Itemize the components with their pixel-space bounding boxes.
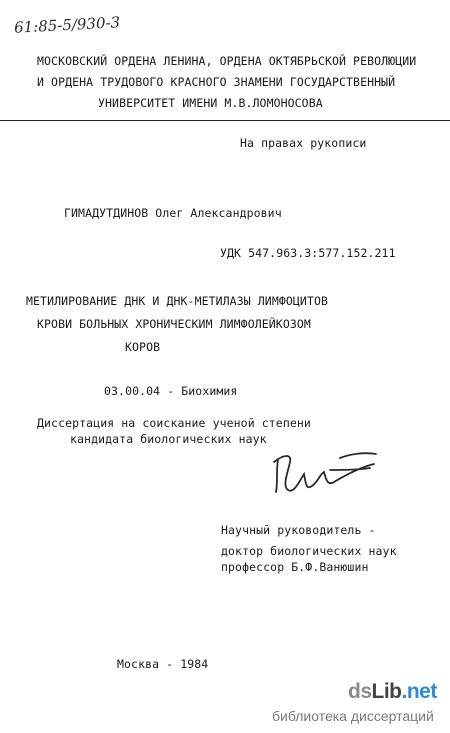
degree-line-2: кандидата биологических наук: [70, 432, 267, 446]
title-line-2: КРОВИ БОЛЬНЫХ ХРОНИЧЕСКИМ ЛИМФОЛЕЙКОЗОМ: [37, 317, 311, 331]
supervisor-line-3: профессор Б.Ф.Ванюшин: [221, 560, 369, 574]
manuscript-rights: На правах рукописи: [240, 136, 367, 150]
watermark-logo: [348, 680, 437, 704]
specialty: 03.00.04 - Биохимия: [104, 384, 238, 398]
header-line-1: МОСКОВСКИЙ ОРДЕНА ЛЕНИНА, ОРДЕНА ОКТЯБРЬСКОЙ РЕВОЛЮЦИИ: [37, 54, 417, 68]
degree-line-1: Диссертация на соискание ученой степени: [37, 416, 311, 430]
supervisor-line-2: доктор биологических наук: [221, 544, 397, 558]
watermark-brand-1: ds: [348, 680, 372, 703]
archive-mark: 61:85-5/930-3: [13, 13, 121, 37]
watermark-brand-2: Lib: [371, 680, 402, 703]
author-name: ГИМАДУТДИНОВ Олег Александрович: [64, 206, 282, 220]
title-line-1: МЕТИЛИРОВАНИЕ ДНК И ДНК-МЕТИЛАЗЫ ЛИМФОЦИТОВ: [26, 294, 329, 308]
supervisor-line-1: Научный руководитель -: [221, 523, 376, 537]
watermark-subtitle: библиотека диссертаций: [272, 708, 434, 724]
header-line-2: И ОРДЕНА ТРУДОВОГО КРАСНОГО ЗНАМЕНИ ГОСУДАРСТВЕННЫЙ: [37, 75, 396, 89]
header-line-3: УНИВЕРСИТЕТ ИМЕНИ М.В.ЛОМОНОСОВА: [98, 96, 323, 110]
udc-code: УДК 547.963.3:577.152.211: [220, 246, 396, 260]
place-year: Москва - 1984: [117, 657, 209, 671]
watermark-brand-3: .net: [401, 680, 437, 703]
header-rule: [0, 120, 450, 121]
title-line-3: КОРОВ: [125, 340, 161, 354]
signature: [270, 440, 380, 510]
